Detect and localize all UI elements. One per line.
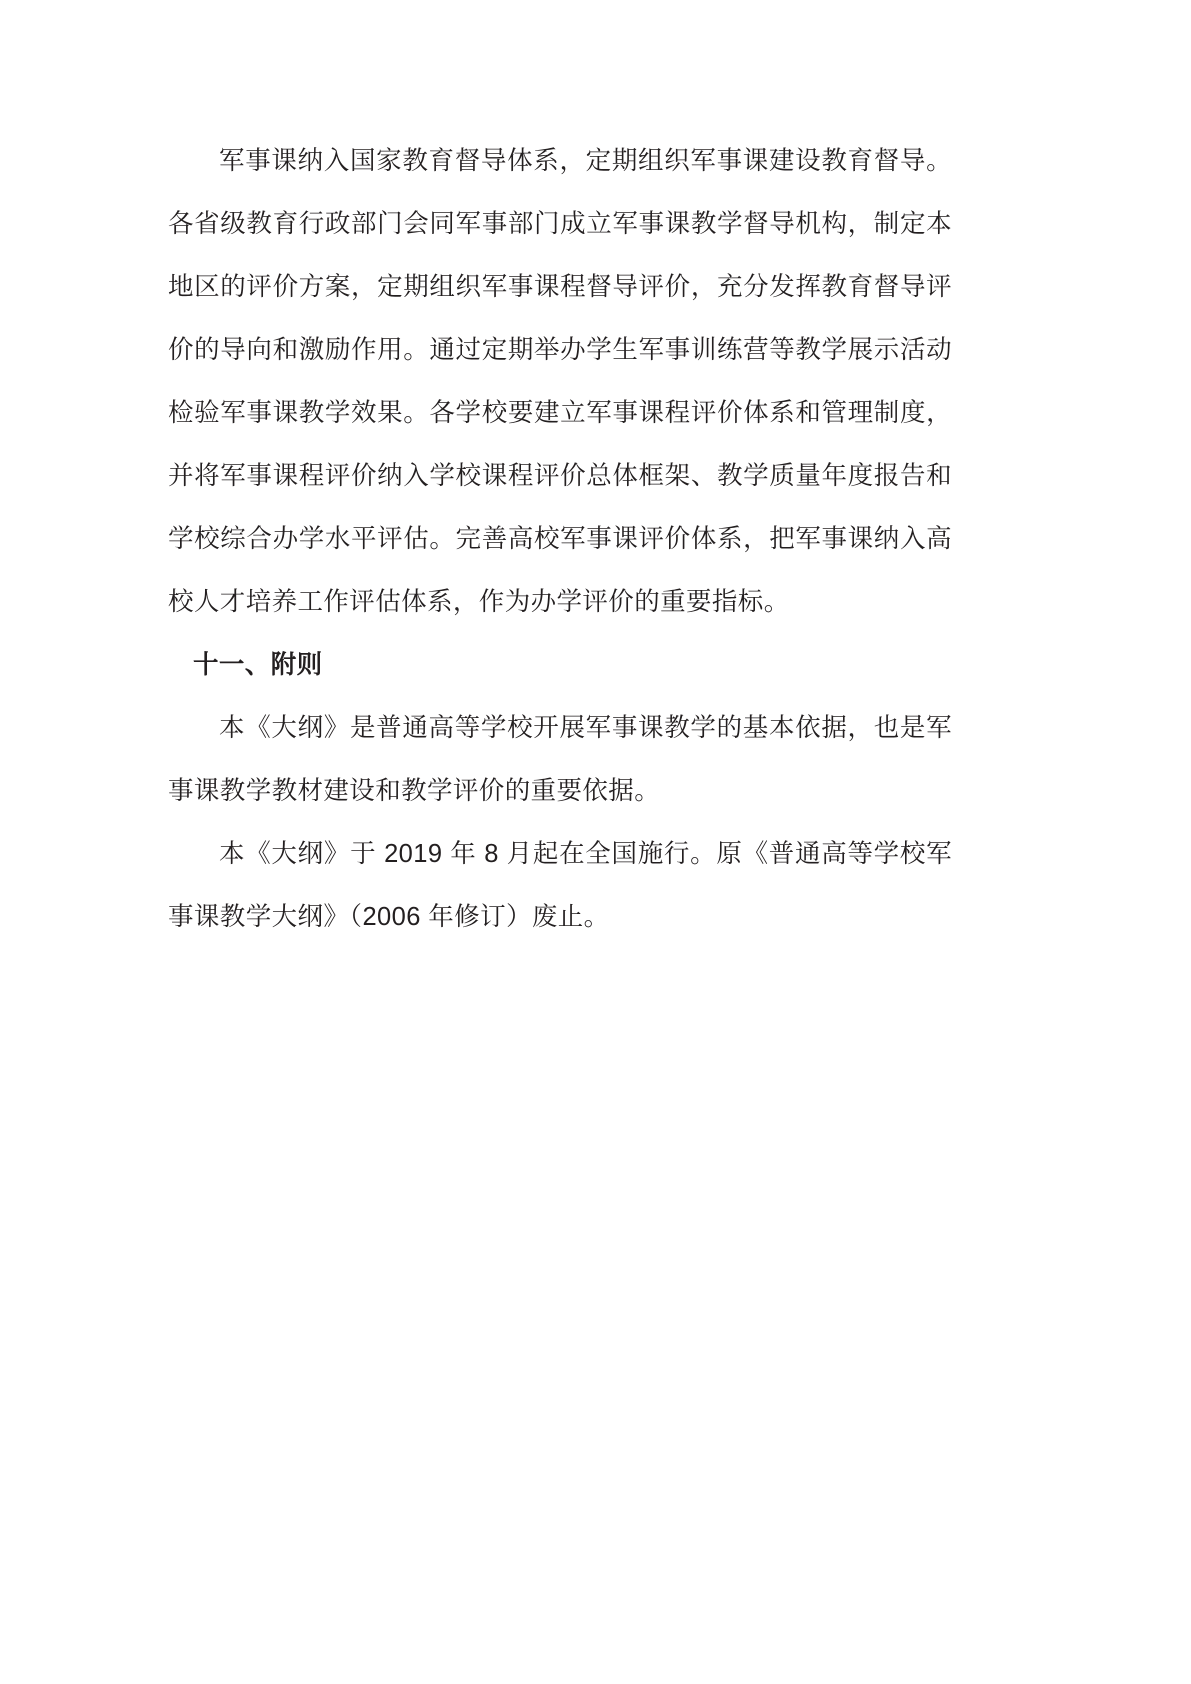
- paragraph-basis: 本《大纲》是普通高等学校开展军事课教学的基本依据，也是军事课教学教材建设和教学评价的重要依据。: [168, 714, 952, 805]
- heading-appendix: 十一、附则: [193, 651, 323, 679]
- page-content: [168, 130, 952, 949]
- paragraph-supervision: 军事课纳入国家教育督导体系，定期组织军事课建设教育督导。各省级教育行政部门会同军事部门成立军事课教学督导机构，制定本地区的评价方案，定期组织军事课程督导评价，充分发挥教育督导评价的导向和激励作用。通过定期举办学生军事训练营等教学展示活动检验军事课教学效果。各学校要建立军事课程评价体系和管理制度，并将军事课程评价纳入学校课程评价总体框架、教学质量年度报告和学校综合办学水平评估。完善高校军事课评价体系，把军事课纳入高校人才培养工作评估体系，作为办学评价的重要指标。: [168, 147, 952, 616]
- paragraph-effective-date: 本《大纲》于 2019 年 8 月起在全国施行。原《普通高等学校军事课教学大纲》（2006 年修订）废止。: [168, 840, 952, 931]
